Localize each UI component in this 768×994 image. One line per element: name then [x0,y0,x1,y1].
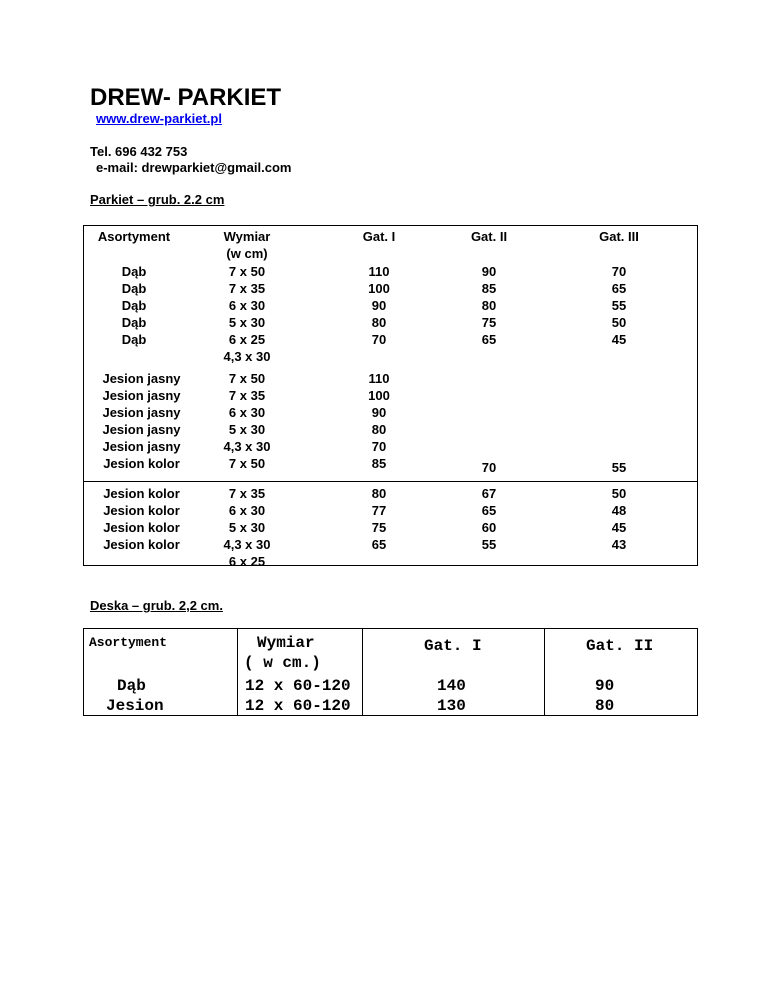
block3-asortyment: Jesion kolor Jesion kolor Jesion kolor Jesion kolor [103,486,180,552]
company-name: DREW- PARKIET [90,84,282,111]
phone-number: Tel. 696 432 753 [90,144,188,159]
block1-asortyment: Dąb Dąb Dąb Dąb Dąb [121,264,147,347]
deska-row-1-gat1: 140 [437,677,466,695]
block2-wymiar: 7 x 50 7 x 35 6 x 30 5 x 30 4,3 x 30 7 x 50 [223,371,271,471]
deska-row-2-gat1: 130 [437,697,466,715]
block1-gat2: 90 85 80 75 65 [481,264,497,347]
deska-row-1-asortyment: Dąb [117,677,146,695]
deska-heading: Deska – grub. 2,2 cm. [90,598,223,613]
block3-gat3: 50 48 45 43 [611,486,627,552]
block3-gat2: 67 65 60 55 [481,486,497,552]
header-gat1: Gat. I [362,229,396,244]
deska-row-1-wymiar: 12 x 60-120 [245,677,351,695]
parkiet-heading: Parkiet – grub. 2.2 cm [90,192,225,207]
deska-header-asortyment: Asortyment [89,635,168,650]
table-divider [84,481,697,482]
email-address: e-mail: drewparkiet@gmail.com [96,160,292,175]
header-asortyment: Asortyment [97,229,171,244]
block1-wymiar: 7 x 50 7 x 35 6 x 30 5 x 30 6 x 25 4,3 x 30 [223,264,271,364]
block1-gat1: 110 100 90 80 70 [368,264,390,347]
website-link[interactable]: www.drew-parkiet.pl [96,111,222,126]
deska-row-2-gat2: 80 [595,697,615,715]
deska-row-2-wymiar: 12 x 60-120 [245,697,351,715]
deska-header-gat1: Gat. I [424,637,482,655]
deska-row-2-asortyment: Jesion [106,697,164,715]
block3-gat1: 80 77 75 65 [371,486,387,552]
header-wymiar: Wymiar (w cm) [223,229,271,261]
block3-wymiar: 7 x 35 6 x 30 5 x 30 4,3 x 30 6 x 25 [223,486,271,569]
block2-gat1: 110 100 90 80 70 85 [368,371,390,471]
block2-asortyment: Jesion jasny Jesion jasny Jesion jasny Jesion jasny Jesion jasny Jesion kolor [102,371,181,471]
block1-gat3: 70 65 55 50 45 [611,264,627,347]
column-divider [237,629,238,715]
deska-header-wymiar: Wymiar ( w cm.) [244,634,321,672]
block2-gat2: 70 [481,460,497,475]
header-gat2: Gat. II [470,229,508,244]
deska-price-table [83,628,698,716]
column-divider [362,629,363,715]
deska-row-1-gat2: 90 [595,677,615,695]
header-gat3: Gat. III [599,229,639,244]
column-divider [544,629,545,715]
deska-header-gat2: Gat. II [586,637,654,655]
block2-gat3: 55 [611,460,627,475]
parkiet-price-table [83,225,698,569]
